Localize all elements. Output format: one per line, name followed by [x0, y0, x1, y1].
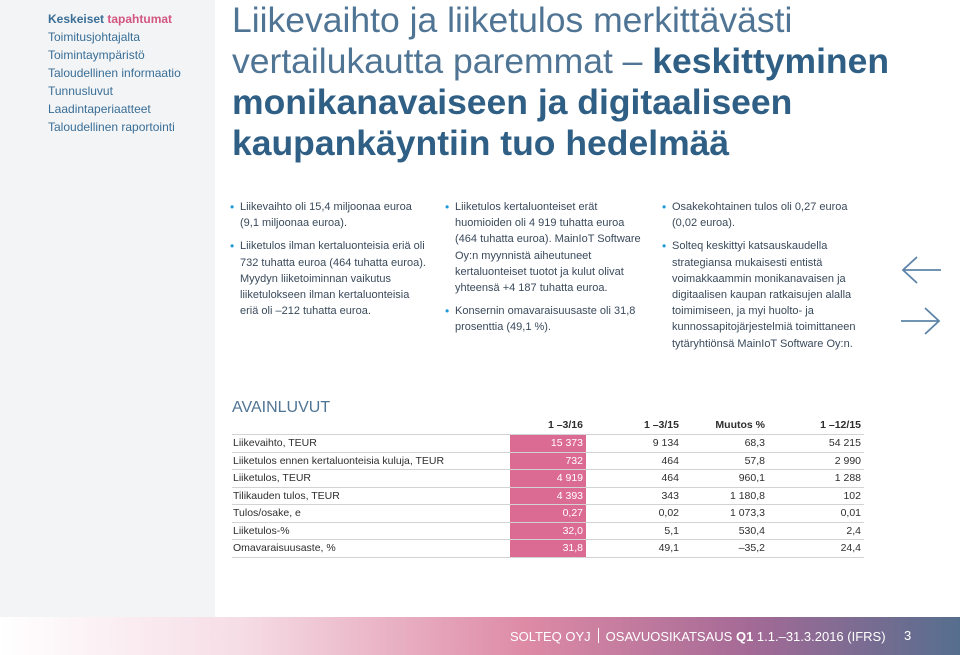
company-name: SOLTEQ OYJ — [510, 629, 591, 644]
footer-divider — [598, 628, 599, 643]
sidebar-item-highlight: tapahtumat — [107, 12, 173, 26]
table-row — [232, 435, 864, 453]
table-cell: 102 — [768, 487, 864, 505]
kpi-section-title: AVAINLUVUT — [232, 399, 331, 416]
bullet-item: • Solteq keskittyi katsauskaudella strategiansa mukaisesti entistä voimakkaammin monikanavaisen ja digitaalisen kaupan ratkaisujen alalla toimimiseen, ja myi huolto- ja kunnossapitojärjestelmiä toimittaneen tytäryhtiönsä MainIoT Software Oy:n. — [662, 238, 862, 351]
table-row — [232, 470, 864, 488]
table-cell: 1 073,3 — [682, 505, 768, 523]
table-cell: 2,4 — [768, 522, 864, 540]
report-quarter: Q1 — [735, 629, 754, 644]
table-cell: 24,4 — [768, 540, 864, 558]
column-header: 1 –12/15 — [820, 419, 861, 431]
sidebar-item-keskeiset-tapahtumat[interactable]: Keskeiset tapahtumat — [48, 12, 173, 26]
table-cell: 32,0 — [510, 522, 586, 540]
column-header: 1 –3/15 — [643, 419, 679, 431]
page-title: Liikevaihto ja liiketulos merkittävästi vertailukautta paremmat – keskittyminen monikanavaiseen ja digitaaliseen kaupankäyntiin tuo hedelmää — [232, 0, 890, 163]
bullet-item: • Liiketulos ilman kertaluonteisia eriä oli 732 tuhatta euroa (464 tuhatta euroa). Myydyn liiketoiminnan vaikutus liiketulokseen ilman kertaluonteisia eriä oli –212 tuhatta euroa. — [230, 238, 430, 319]
table-cell: 0,01 — [768, 505, 864, 523]
table-cell: 68,3 — [682, 435, 768, 453]
table-cell: –35,2 — [682, 540, 768, 558]
table-cell: 31,8 — [510, 540, 586, 558]
row-label: Liikevaihto, TEUR — [232, 435, 510, 453]
table-cell: 530,4 — [682, 522, 768, 540]
table-row — [232, 522, 864, 540]
bullet-item: • Osakekohtainen tulos oli 0,27 euroa (0,02 euroa). — [662, 199, 862, 231]
table-cell: 4 393 — [510, 487, 586, 505]
bullet-item: • Liikevaihto oli 15,4 miljoonaa euroa (9,1 miljoonaa euroa). — [230, 199, 430, 231]
sidebar-item-toimintaymparisto[interactable]: Toimintaympäristö — [48, 48, 145, 62]
table-cell: 0,27 — [510, 505, 586, 523]
summary-column-2 — [445, 199, 647, 343]
sidebar-item-taloudellinen-informaatio[interactable]: Taloudellinen informaatio — [48, 66, 181, 80]
table-cell: 343 — [586, 487, 682, 505]
table-cell: 1 288 — [768, 470, 864, 488]
table-cell: 1 180,8 — [682, 487, 768, 505]
row-label: Liiketulos, TEUR — [232, 470, 510, 488]
arrow-left-icon[interactable] — [900, 255, 942, 285]
sidebar-item-toimitusjohtajalta[interactable]: Toimitusjohtajalta — [48, 30, 141, 44]
table-cell: 49,1 — [586, 540, 682, 558]
sidebar-item-tunnusluvut[interactable]: Tunnusluvut — [48, 84, 113, 98]
table-row — [232, 487, 864, 505]
table-row — [232, 540, 864, 558]
table-cell: 464 — [586, 470, 682, 488]
table-cell: 464 — [586, 452, 682, 470]
table-cell: 15 373 — [510, 435, 586, 453]
table-header-row — [232, 418, 864, 435]
table-cell: 4 919 — [510, 470, 586, 488]
summary-column-3 — [662, 199, 862, 359]
table-row — [232, 452, 864, 470]
summary-column-1 — [230, 199, 430, 326]
footer-text: SOLTEQ OYJ OSAVUOSIKATSAUS Q1 1.1.–31.3.2016 (IFRS) — [510, 629, 886, 644]
table-cell: 5,1 — [586, 522, 682, 540]
sidebar-menu — [0, 0, 215, 136]
table-cell: 960,1 — [682, 470, 768, 488]
page-number: 3 — [904, 628, 912, 643]
column-header: Muutos % — [715, 419, 765, 431]
row-label: Liiketulos ennen kertaluonteisia kuluja, TEUR — [232, 452, 510, 470]
row-label: Tilikauden tulos, TEUR — [232, 487, 510, 505]
kpi-table — [232, 418, 864, 558]
header-label — [232, 418, 510, 435]
table-cell: 0,02 — [586, 505, 682, 523]
column-header: 1 –3/16 — [547, 419, 583, 431]
row-label: Tulos/osake, e — [232, 505, 510, 523]
row-label: Liiketulos-% — [232, 522, 510, 540]
table-cell: 54 215 — [768, 435, 864, 453]
table-cell: 9 134 — [586, 435, 682, 453]
sidebar — [0, 0, 215, 655]
table-cell: 2 990 — [768, 452, 864, 470]
row-label: Omavaraisuusaste, % — [232, 540, 510, 558]
table-cell: 732 — [510, 452, 586, 470]
sidebar-item-taloudellinen-raportointi[interactable]: Taloudellinen raportointi — [48, 120, 175, 134]
bullet-item: • Konsernin omavaraisuusaste oli 31,8 prosenttia (49,1 %). — [445, 303, 647, 335]
bullet-item: • Liiketulos kertaluonteiset erät huomioiden oli 4 919 tuhatta euroa (464 tuhatta euroa). MainIoT Software Oy:n myynnistä aiheutuneet kertaluonteiset tuotot ja kulut olivat yhteensä +4 187 tuhatta euroa. — [445, 199, 647, 296]
table-cell: 57,8 — [682, 452, 768, 470]
arrow-right-icon[interactable] — [900, 306, 942, 336]
sidebar-item-laadintaperiaatteet[interactable]: Laadintaperiaatteet — [48, 102, 151, 116]
table-row — [232, 505, 864, 523]
